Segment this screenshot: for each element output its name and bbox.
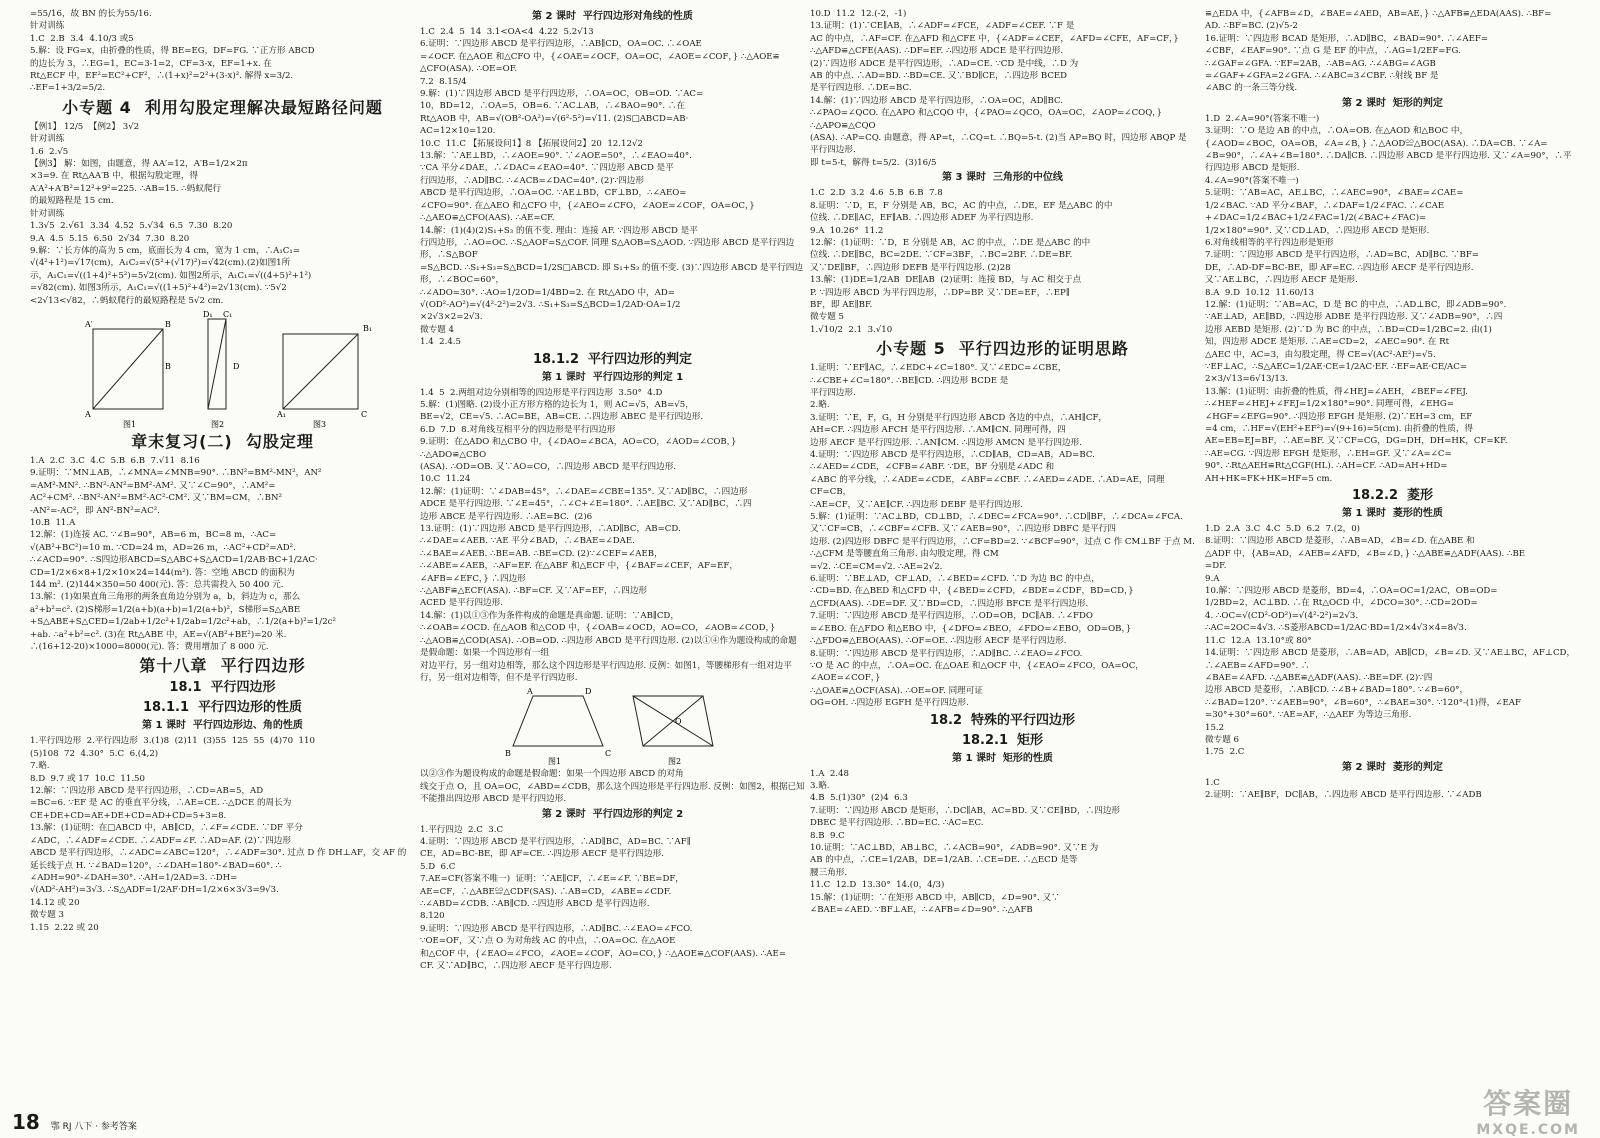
- fig-label: O: [674, 717, 682, 727]
- answer-line: AD. ∴BF=BC. (2)√5-2: [1205, 21, 1298, 32]
- answer-line: 14.解：(1)∵四边形 ABCD 是平行四边形，∴OA=OC，AD∥BC.: [810, 95, 1063, 106]
- answer-line: 15.解：(1)证明：∵在矩形 ABCD 中，AB∥CD，∠D=90°. 又∵: [810, 892, 1060, 903]
- fig1-diagonal: [93, 329, 163, 409]
- answer-line: 腰三角形.: [810, 867, 848, 878]
- answer-line: 1.D 2.∠A=90°(答案不唯一): [1205, 113, 1320, 124]
- answer-line: 1.D 2.A 3.C 4.C 5.D 6.2 7.(2，0): [1205, 524, 1361, 535]
- answer-line: 13.证明：(1)∵四边形 ABCD 是平行四边形，∴AD∥BC，AB=CD.: [420, 524, 681, 535]
- answer-line: 7.证明：∵四边形 ABCD 是平行四边形，∴OD=OB，DC∥AB. ∴∠FDO: [810, 611, 1093, 622]
- fig2-diag2: [643, 696, 703, 746]
- answer-line: 1.3√5 2.√61 3.34 4.52 5.√34 6.5 7.30 8.20: [30, 221, 233, 232]
- answer-line: OG=OH. ∴四边形 EGFH 是平行四边形.: [810, 698, 969, 709]
- answer-line: 1.证明：∵EF∥AC，∴∠EDC+∠C=180°. 又∵∠EDC=∠CBE，: [810, 363, 1067, 374]
- fig-label: 图1: [547, 757, 561, 767]
- answer-line: 3.证明：∵O 是边 AB 的中点，∴OA=OB. 在△AOD 和△BOC 中，: [1205, 126, 1469, 137]
- answer-line: =BC=6. ∵EF 是 AC 的垂直平分线，∴AE=CE. ∴△DCE 的周长为: [30, 798, 292, 809]
- fig-label: A₁: [276, 409, 286, 419]
- answer-line: CE+DE+CD=AE+DE+CD=AD+CD=5+3=8.: [30, 810, 227, 821]
- answer-line: 8.B 9.C: [810, 830, 845, 841]
- answer-line: 16.证明：∵四边形 BCAD 是矩形，∴AD∥BC，∠BAD=90°. ∴∠AEF=: [1205, 33, 1489, 44]
- answer-line: 9.证明：在△ADO 和△CBO 中，{∠DAO=∠BCA，AO=CO，∠AOD=∠COB，} ∴△ADO≌△CBO: [420, 437, 740, 460]
- answer-line: (ASA). ∴AP=CQ. 由题意，得 AP=t，∴CQ=t. ∴BQ=5-t. (2)当 AP=BQ 时，四边形 ABQP 是平行四边形.: [810, 133, 1187, 156]
- answer-line: 对边平行，另一组对边相等，那么这个四边形是平行四边形. 反例：如图1，等腰梯形有一组对边平行，另一组对边相等，但不是平行四边形.: [420, 660, 792, 683]
- answer-line: 4.B 5.(1)30° (2)4 6.3: [810, 793, 908, 804]
- fig-label: 图3: [312, 419, 326, 429]
- answer-line: 13.解：(1)证明：在□ABCD 中，AB∥CD，∴∠F=∠CDE. ∵DF 平分: [30, 823, 303, 834]
- answer-line: 9.解：∵长方体的高为 5 cm，底面长为 4 cm，宽为 1 cm，∴A₁C₁=: [30, 245, 301, 256]
- answer-line: ×2√3×2=2√3.: [420, 312, 483, 323]
- answer-line: 12.解：∵四边形 ABCD 是平行四边形，∴CD=AB=5，AD: [30, 786, 264, 797]
- answer-line: ∠BAE=∠AED. ∵BF⊥AE，∴∠AFB=∠D=90°. ∴△AFB: [810, 905, 1033, 915]
- answer-line: 又∵CF=CB，∴∠CBF=∠CFB. 又∵∠AEB=90°，∴四边形 DBFC 是平行四: [810, 524, 1116, 535]
- answer-line: -AN²=-AC²，即 AN²-BN²=AC².: [30, 505, 160, 516]
- answer-line: 又∵DE∥BF，∴四边形 DEFB 是平行四边形. (2)28: [810, 262, 1011, 273]
- fig-label: C: [604, 749, 611, 759]
- answer-line: 13.解：(1)DE=1/2AB DE∥AB (2)证明：连接 BD，与 AC 相交于点: [810, 275, 1082, 286]
- lesson-heading: 第 1 课时 矩形的性质: [952, 752, 1053, 764]
- fig-label: 图2: [210, 419, 224, 429]
- answer-line: 1.A 2.C 3.C 4.C 5.B 6.B 7.√11 8.16: [30, 455, 200, 466]
- answer-line: (ASA). ∴OD=OB. 又∵AO=CO，∴四边形 ABCD 是平行四边形.: [420, 462, 677, 472]
- answer-line: 8.D 9.7 或 17 10.C 11.50: [30, 773, 145, 784]
- answer-line: (5)108 72 4.30° 5.C 6.(4,2): [30, 748, 159, 759]
- answer-line: ∠BAE=∠AFD. ∴△ABE≌△ADF(AAS). ∴BE=DF. (2)∵四: [1205, 672, 1433, 683]
- subsection-heading: 18.2.2 菱形: [1351, 488, 1434, 504]
- answer-line: √(4²+1²)=√17(cm)，A₁C₂=√(5²+(√17)²)=√42(cm).(2)如图1所: [30, 258, 291, 269]
- answer-line: ∴∠BAE=∠AEB. ∴BE=AB. ∴BE=CD. (2)∵∠CEF=∠AEB，: [420, 548, 663, 559]
- answer-line: Rt△ECF 中，EF²=EC²+CF²，∴(1+x)²=2²+(3-x)². 解得 x=3/2.: [30, 71, 294, 82]
- section-heading: 第十八章 平行四边形: [139, 656, 306, 676]
- answer-line: 10.D 11.2 12.(-2，-1): [810, 9, 907, 19]
- answer-line: 7.AE=CF(答案不唯一) 证明：∵AE∥CF，∴∠E=∠F. ∵BE=DF，: [420, 874, 684, 885]
- answer-line: 示，A₁C₁=√((1+4)²+5²)=5√2(cm). 如图2所示，A₁C₁=√((4+5)²+1²): [30, 270, 312, 281]
- fig3-diagonal: [283, 334, 358, 409]
- page-footer: [12, 1110, 137, 1134]
- answer-line: △ADF 中，{AB=AD，∠AEB=∠AFD，∠B=∠D，} ∴△ABE≌△ADF(AAS). ∴BE: [1205, 548, 1526, 559]
- answer-line: √(AD²-AH²)=3√3. ∴S△ADF=1/2AF·DH=1/2×6×3√3=9√3.: [30, 885, 279, 896]
- answer-line: ∴∠ABE=∠AEB，∴AF=EF. 在△ABF 和△ECF 中，{∠BAF=∠CEF，AF=EF，∠AFB=∠EFC，} ∴四边形: [420, 561, 738, 584]
- fig2-diagonal: [208, 319, 226, 409]
- fig-label: 图2: [667, 757, 681, 767]
- answer-line: AH=CF. ∴四边形 AFCH 是平行四边形. ∴AM∥CN. 同理可得，四: [810, 425, 1066, 436]
- answer-line: 8.证明：∵四边形 ABCD 是菱形，∴AB=AD，∠B=∠D. 在△ABE 和: [1205, 536, 1475, 547]
- answer-line: ∴∠ACD=90°. ∴S四边形ABCD=S△ABC+S△ACD=1/2AB·BC+1/2AC·: [30, 555, 318, 566]
- answer-line: P. ∵四边形 ABCD 为平行四边形，∴DP=BP. 又∵DE=EF，∴EP∥: [810, 287, 1070, 298]
- answer-line: 12.解：(1)证明：∵AB=AC，D 是 BC 的中点，∴AD⊥BC，即∠ADB=90°.: [1205, 299, 1507, 310]
- answer-line: ∠B=90°，∴∠A+∠B=180°. ∴DA∥CB. ∴四边形 ABCD 是平行四边形. 又∵∠A=90°，∴平行四边形 ABCD 是矩形.: [1205, 151, 1572, 174]
- answer-line: ∠ABC 的一条三等分线.: [1205, 83, 1298, 94]
- answer-line: 位线. ∴DE∥BC，BC=2DE. ∵CF=3BF，∴BC=2BF. ∴DE=BF.: [810, 250, 1073, 261]
- answer-line: ABCD 是平行四边形，∴OA=OC. ∵AE⊥BD，CF⊥BD，∴∠AEO=: [420, 188, 687, 199]
- answer-line: AE=EB=EJ=BF，∴AE=BF. 又∵CF=CG，DG=DH，DH=HK，CF=KF.: [1205, 436, 1508, 447]
- watermark-line2: MXQE.COM: [1476, 1122, 1580, 1138]
- answer-line: ∴∠HEF=∠HEJ+∠FEJ=1/2×180°=90°. 同理可得，∠EHG=: [1205, 399, 1454, 410]
- answer-line: 5.解：设 FG=x，由折叠的性质，得 BE=EG，DF=FG. ∵正方形 ABCD: [30, 46, 315, 57]
- answer-line: 即 t=5-t，解得 t=5/2. (3)16/5: [810, 157, 937, 168]
- answer-line: 又∵AE⊥BC，∴四边形 AECF 是矩形.: [1205, 275, 1358, 286]
- answer-line: 10，BD=12，∴OA=5，OB=6. ∵AC⊥AB，∴∠BAO=90°. ∴在: [420, 101, 686, 112]
- answer-line: ∴AE=CF，又∵AE∥CF. ∴四边形 DEBF 是平行四边形.: [810, 499, 1024, 510]
- answer-line: 8.A 9.D 10.12 11.60/13: [1205, 287, 1314, 298]
- fig-label: B: [164, 361, 171, 371]
- answer-line: =∠OCF. 在△AOE 和△CFO 中，{∠OAE=∠OCF，OA=OC，∠AOE=∠COF，} ∴△AOE≌: [420, 51, 780, 62]
- answer-line: 1/2×180°=90°. 又∵CD⊥AD，∴四边形 AECD 是矩形.: [1205, 225, 1430, 236]
- answer-line: 13.解：(1)证明：由折叠的性质，得∠HEJ=∠AEH，∠BEF=∠FEJ.: [1205, 386, 1468, 397]
- answer-line: ∴∠BAD=120°. ∵∠AEB=90°，∠B=60°，∴∠BAE=30°. ∵120°-(1)得，∠EAF: [1205, 697, 1521, 708]
- answer-line: 90°. ∴Rt△AEH≌Rt△CGF(HL). ∴AH=CF. ∴AD=AH+HD=: [1205, 461, 1448, 472]
- answer-line: ∴△OAE≌△OCF(ASA). ∴OE=OF. 同理可证: [810, 685, 983, 696]
- lesson-heading: 第 2 课时 菱形的判定: [1342, 761, 1443, 773]
- column-2: [420, 8, 805, 1108]
- lesson-heading: 第 2 课时 平行四边形的判定 2: [541, 808, 684, 820]
- answer-line: 针对训练: [30, 208, 65, 219]
- answer-line: 6.证明：∵BE⊥AD，CF⊥AD，∴∠BED=∠CFD. ∵D 为边 BC 的中点，: [810, 574, 1100, 585]
- answer-line: CF. 又∵AD∥BC，∴四边形 AECF 是平行四边形.: [420, 961, 612, 971]
- answer-line: ∠HGF=∠EFG=90°. ∴四边形 EFGH 是矩形. (2)∵EH=3 cm，EF: [1205, 411, 1473, 422]
- answer-line: 【例3】 解：如图，由题意，得 AA′=12，A′B=1/2×2π: [30, 159, 248, 170]
- answer-line: 1.C: [1205, 777, 1220, 788]
- answer-line: 边形 AECF 是平行四边形. ∴AN∥CM. ∴四边形 AMCN 是平行四边形.: [810, 437, 1082, 448]
- answer-line: 8.证明：∵四边形 ABCD 是平行四边形，∴AD∥BC. ∴∠EAO=∠FCO.: [810, 648, 1083, 659]
- watermark: [1476, 1082, 1580, 1138]
- answer-line: 1.C 2.D 3.2 4.6 5.B 6.B 7.8: [810, 188, 943, 199]
- answer-line: 9.解：(1)∵四边形 ABCD 是平行四边形，∴OA=OC，OB=OD. ∵AC=: [420, 89, 704, 100]
- answer-line: A′A²+A′B²=12²+9²=225. ∴AB=15. ∴蚂蚁爬行: [30, 183, 222, 194]
- answer-line: 9.A 4.5 5.15 6.50 2√34 7.30 8.20: [30, 233, 190, 244]
- fig-label: A: [84, 409, 91, 419]
- answer-line: ∴CD=BD. 在△BED 和△CFD 中，{∠BED=∠CFD，∠BDE=∠CDF，BD=CD，}: [810, 586, 1134, 597]
- answer-line: ∠ADH=90°-∠DAH=30°. ∴AH=1/2AD=3. ∴DH=: [30, 872, 238, 883]
- answer-line: =30°+30°=60°. ∵AE=AF，∴△AEF 为等边三角形.: [1205, 710, 1412, 721]
- answer-line: 3.略.: [810, 780, 830, 791]
- answer-line: ≌△EDA 中，{∠AFB=∠D，∠BAE=∠AED，AB=AE，} ∴△AFB≌△EDA(AAS). ∴BF=: [1205, 9, 1552, 19]
- answer-line: 144 m². (2)144×350=50 400(元). 答：总共需投入 50 400 元.: [30, 580, 284, 590]
- answer-line: 4. ∴OC=√(CD²-OD²)=√(4²-2²)=2√3.: [1205, 610, 1359, 621]
- answer-line: 1.C 2.4 5 14 3.1<OA<4 4.22 5.2√13: [420, 27, 594, 37]
- cuboid-net-figures: [73, 309, 373, 429]
- answer-line: 【例1】 12/5 【例2】 3√2: [30, 121, 140, 132]
- answer-line: +∠DAC=1/2∠BAC+1/2∠FAC=1/2(∠BAC+∠FAC)=: [1205, 213, 1427, 224]
- answer-line: 1.平行四边 2.C 3.C: [420, 824, 504, 835]
- lesson-heading: 第 2 课时 平行四边形对角线的性质: [532, 11, 693, 22]
- answer-line: 3.证明：∵E，F，G，H 分别是平行四边形 ABCD 各边的中点，∴AH∥CF，: [810, 412, 1108, 423]
- subsection-heading: 18.2.1 矩形: [961, 732, 1044, 748]
- answer-line: AC=12×10=120.: [420, 126, 496, 137]
- answer-line: 8.120: [420, 911, 445, 922]
- answer-line: 7.证明：∵四边形 ABCD 是平行四边形，∴AD=BC，AD∥BC. ∵BF=: [1205, 250, 1480, 261]
- answer-line: 边形 ABCE 是平行四边形. ∴AE=BC. (2)6: [420, 511, 593, 522]
- answer-line: ∠ABC 的平分线，∴∠ADE=∠CDE，∠ABF=∠CBF. ∴∠AED=∠ADE. ∴AD=AE，同理 CF=CB，: [810, 474, 1168, 498]
- answer-line: 延长线于点 H. ∵∠BAD=120°，∴∠DAH=180°-∠BAD=60°. ∴: [30, 860, 282, 871]
- answer-line: CE，AD=BC-BE，即 AF=CE. ∴四边形 AECF 是平行四边形.: [420, 849, 664, 860]
- answer-line: 的边长为 3，∴EG=1，EC=3-1=2，CF=3-x，EF=1+x. 在: [30, 58, 272, 69]
- answer-line: 微专题 5: [810, 312, 844, 323]
- lesson-heading: 第 3 课时 三角形的中位线: [942, 172, 1063, 184]
- answer-line: 知，四边形 ADCE 是矩形. ∴AE=CD=2，∠AEC=90°. 在 Rt: [1205, 337, 1450, 348]
- answer-line: 1.4 2.4.5: [420, 337, 461, 348]
- answer-line: 位线. ∴DE∥AC，EF∥AB. ∴四边形 ADEF 为平行四边形.: [810, 213, 1034, 224]
- answer-line: 1.C 2.B 3.4 4.10/3 或5: [30, 33, 134, 44]
- answer-line: 4.证明：∵四边形 ABCD 是平行四边形，∴CD∥AB，CD=AB，AD=BC.: [810, 450, 1095, 460]
- answer-line: 1.平行四边形 2.平行四边形 3.(1)8 (2)11 (3)55 125 55 (4)70 110: [30, 736, 315, 747]
- answer-line: (2)∵四边形 ADCE 是平行四边形，∴AD=CE. ∵CD 是中线，∴D 为: [810, 58, 1079, 69]
- answer-line: 5.解：(1)证明：∵AC⊥BD，CD⊥BD，∴∠DEC=∠FCA=90°. ∴CD∥BF，∴∠DCA=∠FCA.: [810, 512, 1183, 523]
- answer-line: 1.A 2.48: [810, 768, 850, 779]
- answer-line: 边形 AEBD 是矩形. (2)∵D 为 BC 的中点，∴BD=CD=1/2BC=2. 由(1): [1205, 324, 1492, 335]
- answer-line: 和△COF 中，{∠EAO=∠FCO，∠AOE=∠COF，AO=CO，} ∴△AOE≌△COF(AAS). ∴AE=: [420, 948, 786, 959]
- section-heading: 18.1 平行四边形: [169, 680, 276, 696]
- answer-line: √(OD²-AO²)=√(4²-2²)=2√3. ∴S₁+S₃=S△BCD=1/2AD·OA=1/2: [420, 299, 681, 310]
- answer-line: 7.2 8.15/4: [420, 76, 467, 87]
- fig-label: B₁: [362, 323, 372, 333]
- answer-line: +S△ABE+S△CED=1/2ab+1/2c²+1/2ab=1/2c²+ab，∴1/2(a+b)²=1/2c²: [30, 617, 336, 628]
- answer-line: ∴AE=CG. ∵四边形 EFGH 是矩形，∴EH=GF. 又∵∠A=∠C=: [1205, 448, 1452, 459]
- lesson-heading: 第 1 课时 平行四边形的判定 1: [541, 371, 684, 383]
- book-label: 鄂 RJ 八下 · 参考答案: [50, 1122, 137, 1132]
- answer-line: ∴AC=2OC=4√3. ∴S菱形ABCD=1/2AC·BD=1/2×4√3×4=8√3.: [1205, 623, 1467, 634]
- lesson-heading: 第 2 课时 矩形的判定: [1342, 97, 1443, 109]
- answer-line: 13.解：∵AE⊥BD，∴∠AOE=90°. ∵∠AOE=50°，∴∠EAO=40°.: [420, 151, 692, 162]
- answer-line: AC²+CM². ∴BN²-AN²=BM²-AC²-CM². 又∵BM=CM，∴BN²: [30, 493, 282, 504]
- fig-label: B: [164, 319, 171, 329]
- fig-label: D: [584, 687, 591, 697]
- answer-line: 6.证明：∵四边形 ABCD 是平行四边形，∴AB∥CD，OA=OC. ∴∠OAE: [420, 39, 702, 50]
- column-1: [30, 8, 415, 1108]
- answer-line: AE=CF，∴△ABE≌△CDF(SAS). ∴AB=CD，∠ABE=∠CDF.: [420, 886, 672, 897]
- column-4: [1205, 8, 1580, 1108]
- section-heading: 章末复习(二) 勾股定理: [131, 431, 314, 451]
- answer-line: ∠CFO=90°. 在△AEO 和△CFO 中，{∠AEO=∠CFO，∠AOE=∠COF，OA=OC，} ∴△AEO≌△CFO(AAS). ∴AE=CF.: [420, 200, 758, 224]
- fig-label: A′: [84, 319, 93, 329]
- answer-line: 11.C 12.A 13.10°或 80°: [1205, 635, 1312, 646]
- answer-line: Rt△AOB 中，AB=√(OB²-OA²)=√(6²-5²)=√11. (2)S□ABCD=AB·: [420, 113, 689, 124]
- answer-line: =4 cm，∴HF=√(EH²+EF²)=√(9+16)=5(cm). 由折叠的性质，得: [1205, 424, 1474, 434]
- answer-line: 2×3/√13=6√13/13.: [1205, 374, 1289, 385]
- answer-line: 是平行四边形. ∴DE=BC.: [810, 83, 912, 94]
- section-heading: 小专题 5 平行四边形的证明思路: [876, 339, 1129, 359]
- answer-line: =55/16，故 BN 的长为55/16.: [30, 9, 152, 19]
- answer-line: a²+b²=c². (2)S梯形=1/2(a+b)(a+b)=1/2(a+b)²，S梯形=S△ABE: [30, 604, 301, 615]
- answer-line: 14.证明：∵四边形 ABCD 是菱形，∴AB=AD，AB∥CD，∠B=∠D. 又∵AE⊥BC，AF⊥CD，∴∠AEB=∠AFD=90°. ∴: [1205, 648, 1576, 671]
- answer-line: 1.15 2.22 或 20: [30, 922, 99, 933]
- answer-line: ADCE 是平行四边形. ∵∠E=45°，∴∠C+∠E=180°. ∴AE∥BC. 又∵AD∥BC，∴四: [420, 499, 752, 510]
- page-number: 18: [12, 1110, 40, 1134]
- answer-line: AB 的中点. ∴AD=BD. ∴BD=CE. 又∵BD∥CE，∴四边形 BCED: [810, 71, 1068, 82]
- answer-line: 2.略.: [810, 400, 830, 411]
- answer-line: ABCD 是平行四边形，∴∠ADC=∠ABC=120°，∴∠ADF=30°. 过点 D 作 DH⊥AF，交 AF 的: [30, 848, 407, 859]
- answer-line: 边形 ABCD 是菱形，∴AB∥CD. ∴∠B+∠BAD=180°. ∵∠B=60°，: [1205, 685, 1469, 696]
- answer-line: 12.解：(1)证明：∵D，E 分别是 AB，AC 的中点，∴DE 是△ABC 的中: [810, 237, 1091, 248]
- answer-line: 7.略.: [30, 761, 50, 772]
- answer-line: △CFD(AAS). ∴DE=DF. 又∵BD=CD，∴四边形 BFCE 是平行四边形.: [810, 598, 1089, 609]
- answer-line: 9.A 10.26° 11.2: [810, 225, 884, 236]
- answer-line: 6.对角线相等的平行四边形是矩形: [1205, 237, 1334, 248]
- answer-line: 1.6 2.√5: [30, 146, 69, 157]
- answer-line: 的最短路程是 15 cm.: [30, 196, 114, 207]
- answer-line: =√82(cm). 如图3所示，A₁C₁=√((1+5)²+4²)=2√13(cm). ∵5√2: [30, 283, 287, 294]
- answer-line: =DF.: [1205, 561, 1227, 572]
- answer-line: 平行四边形.: [810, 387, 856, 398]
- answer-line: 行四边形，∴AO=OC. ∴S△AOF=S△COF. 同理 S△AOB=S△AOD. ∵四边形 ABCD 是平行四边形，∴S△BOF: [420, 237, 795, 261]
- lesson-heading: 第 1 课时 菱形的性质: [1342, 508, 1443, 520]
- answer-line: 6.D 7.D 8.对角线互相平分的四边形是平行四边形: [420, 424, 616, 435]
- subsection-heading: 18.1.2 平行四边形的判定: [532, 351, 693, 367]
- fig-label: B: [504, 749, 511, 759]
- watermark-line1: 答案圈: [1483, 1087, 1574, 1120]
- answer-line: ∴△AOB≌△COD(ASA). ∴OB=OD. ∴四边形 ABCD 是平行四边形. (2)以①④作为题设构成的命题是假命题：如果一个四边形有一组: [420, 635, 797, 659]
- fig-label: A: [526, 687, 533, 697]
- answer-line: ∴△ABF≌△ECF(ASA). ∴BF=CF. 又∵AF=EF，∴四边形: [420, 586, 648, 597]
- answer-line: ∵OE=OF，又∵点 O 为对角线 AC 的中点，∴OA=OC. 在△AOE: [420, 936, 676, 947]
- answer-line: ∴△FDO≌△EBO(AAS). ∴OF=OE. ∴四边形 AECF 是平行四边形.: [810, 636, 1067, 647]
- answer-line: ∠CBF，∠EAF=90°. ∵点 G 是 EF 的中点，∴AG=1/2EF=FG.: [1205, 46, 1461, 57]
- answer-line: =∠GAF+∠GFA=2∠GFA. ∴∠ABC=3∠CBF. ∴射线 BF 是: [1205, 71, 1439, 82]
- answer-line: △CFO(ASA). ∴OE=OF.: [420, 64, 518, 75]
- fig-label: D₁: [202, 309, 213, 319]
- answer-line: 以②③作为题设构成的命题是假命题：如果一个四边形 ABCD 的对角: [420, 769, 684, 780]
- answer-line: 10.C 11.24: [420, 474, 471, 485]
- answer-line: ∠ADC，∴∠ADF=∠CDE. ∴∠ADF=∠F. ∴AD=AF. (2)∵四边形: [30, 835, 291, 846]
- answer-line: ∵AE⊥AD，AE∥BD，∴四边形 ADBE 是平行四边形. 又∵∠ADB=90°，∴四: [1205, 312, 1503, 323]
- answer-line: =AM²-MN². ∴BN²-AN²=BM²-AM². 又∵∠C=90°，∴AM²=: [30, 480, 276, 491]
- answer-line: 1.4 5 2.两组对边分别相等的四边形是平行四边形 3.50° 4.D: [420, 387, 663, 398]
- answer-line: ∵CA 平分∠DAE，∴∠DAC=∠EAO=40°. ∵四边形 ABCD 是平: [420, 163, 674, 174]
- answer-line: 线交于点 O，且 OA=OC，∠ABD=∠CDB，那么这个四边形是平行四边形. 反例：如图2，根据已知不能推出四边形 ABCD 是平行四边形.: [420, 781, 805, 805]
- answer-line: AC 的中点，∴AF=CF. 在△AFD 和△CFE 中，{∠ADF=∠CEF，∠AFD=∠CFE，AF=CF，}: [810, 33, 1179, 44]
- answer-line: 14.解：(1)以①③作为条件构成的命题是真命题. 证明：∵AB∥CD，: [420, 610, 679, 621]
- answer-line: ∴(16+12-20)×1000=8000(元). 答：费用增加了 8 000 元.: [30, 642, 269, 653]
- answer-line: ∵O 是 AC 的中点，∴OA=OC. 在△OAE 和△OCF 中，{∠EAO=∠FCO，OA=OC，∠AOE=∠COF，}: [810, 660, 1144, 684]
- answer-line: ∴EF=1+3/2=5/2.: [30, 83, 106, 94]
- answer-line: 13.证明：(1)∵CE∥AB，∴∠ADF=∠FCE，∠ADF=∠CEF. ∵F 是: [810, 21, 1075, 32]
- answer-line: 1.75 2.C: [1205, 747, 1245, 758]
- answer-line: AH+HK=FK+HK=HF=5 cm.: [1205, 473, 1333, 484]
- answer-line: =∠EBO. 在△FDO 和△EBO 中，{∠DFO=∠BEO，∠FDO=∠EBO，OD=OB，}: [810, 623, 1132, 634]
- answer-line: 13.解：(1)如果直角三角形的两条直角边分别为 a，b，斜边为 c，那么: [30, 592, 301, 603]
- answer-line: CD=1/2×6×8+1/2×10×24=144(m²). 答：空地 ABCD 的面积为: [30, 567, 295, 578]
- answer-line: 10.解：∵四边形 ABCD 是菱形，BD=4，∴OA=OC=1/2AC，OB=OD=: [1205, 586, 1498, 597]
- answer-line: ∴∠ADO=30°. ∴AO=1/2OD=1/4BD=2. 在 Rt△ADO 中，AD=: [420, 287, 675, 298]
- answer-line: ∴∠PAO=∠QCO. 在△APO 和△CQO 中，{∠PAO=∠QCO，OA=OC，∠AOP=∠COQ，} ∴△APO≌△CQO: [810, 108, 1165, 131]
- answer-line: ×3=9. 在 Rt△AA′B 中，根据勾股定理，得: [30, 171, 199, 182]
- answer-line: <2√13<√82，∴蚂蚁爬行的最短路程是 5√2 cm.: [30, 295, 224, 306]
- answer-line: 11.C 12.D 13.30° 14.(0，4/3): [810, 880, 945, 891]
- answer-line: 12.解：(1)连接 AC. ∵∠B=90°，AB=6 m，BC=8 m，∴AC=: [30, 530, 277, 541]
- answer-line: 5.解：(1)图略. (2)设小正方形方格的边长为 1，则 AC=√5，AB=√5，: [420, 399, 694, 410]
- answer-line: +ab. ∴a²+b²=c². (3)在 Rt△ABE 中，AE=√(AB²+BE²)=20 米.: [30, 629, 287, 640]
- answer-line: BF，即 AE∥BF.: [810, 299, 873, 310]
- answer-line: DBEC 是平行四边形. ∴BD=EC. ∴AC=EC.: [810, 818, 984, 829]
- answer-line: ∵EF⊥AC，∴S△AEC=1/2AE·CE=1/2AC·EF. ∴EF=AE·CE/AC=: [1205, 361, 1468, 372]
- answer-line: 15.2: [1205, 722, 1225, 733]
- fig-label: C: [360, 409, 367, 419]
- answer-line: ∴∠ABD=∠CDB. ∴AB∥CD. ∴四边形 ABCD 是平行四边形.: [420, 898, 650, 909]
- answer-line: ∴∠DAE=∠AEB. ∵AE 平分∠BAD，∴∠BAE=∠DAE.: [420, 536, 635, 547]
- answer-line: 14.解：(1)(4)(2)S₁+S₃ 的值不变. 理由：连接 AF. ∵四边形 ABCD 是平: [420, 225, 698, 236]
- answer-line: =√2. ∴CE=CM=√2. ∴AE=2√2.: [810, 561, 943, 572]
- answer-line: 14.12 或 20: [30, 897, 80, 908]
- fig-label: 图1: [122, 419, 136, 429]
- counterexample-figures: [493, 686, 733, 766]
- answer-line: ∴△AFD≌△CFE(AAS). ∴DF=EF. ∴四边形 ADCE 是平行四边形.: [810, 46, 1064, 57]
- answer-line: =S△BCD. ∴S₁+S₃=S△BCD=1/2S□ABCD. 即 S₁+S₃ 的值不变. (3)∵四边形 ABCD 是平行四边形，∴∠BOC=60°，: [420, 262, 803, 286]
- lesson-heading: 第 1 课时 平行四边形边、角的性质: [142, 720, 303, 732]
- answer-line: 4.证明：∵四边形 ABCD 是平行四边形，∴AD∥BC，AD=BC. ∵AF∥: [420, 836, 691, 847]
- column-3: [810, 8, 1198, 1108]
- answer-line: 10.C 11.C 【拓展设问1】8 【拓展设问2】20 12.12√2: [420, 138, 643, 149]
- answer-line: 1.√10/2 2.1 3.√10: [810, 324, 893, 335]
- answer-line: 微专题 6: [1205, 734, 1239, 745]
- answer-line: 1/2∠BAC. ∵AD 平分∠BAF，∴∠DAF=1/2∠FAC. ∴∠CAE: [1205, 200, 1445, 211]
- fig1-trapezoid: [513, 696, 603, 746]
- answer-line: {∠AOD=∠BOC，OA=OB，∠A=∠B，} ∴△AOD≌△BOC(ASA). ∴DA=CB. ∵∠A=: [1205, 138, 1548, 149]
- fig-label: D: [232, 361, 239, 371]
- answer-line: ∴∠OAB=∠OCD. 在△AOB 和△COD 中，{∠OAB=∠OCD，AO=CO，∠AOB=∠COD，}: [420, 623, 776, 634]
- answer-line: 5.D 6.C: [420, 861, 456, 872]
- answer-line: 微专题 3: [30, 910, 64, 921]
- answer-line: AB 的中点，∴CE=1/2AB，DE=1/2AB. ∴CE=DE. ∴△ECD 是等: [810, 855, 1078, 866]
- answer-line: 行四边形，∴AD∥BC. ∴∠ACB=∠DAC=40°. (2)∵四边形: [420, 175, 644, 186]
- answer-line: 边形. (2)四边形 DBFC 是平行四边形，∴CF=BD=2. ∵∠BCF=90°，过点 C 作 CM⊥BF 于点 M. ∴△CFM 是等腰直角三角形. 由勾股定理，得 CM: [810, 536, 1198, 560]
- answer-line: △AEC 中，AC=3，由勾股定理，得 CE=√(AC²-AE²)=√5.: [1205, 349, 1436, 360]
- answer-line: 5.证明：∵AB=AC，AE⊥BC，∴∠AEC=90°，∠BAE=∠CAE=: [1205, 188, 1464, 199]
- section-heading: 小专题 4 利用勾股定理解决最短路径问题: [62, 97, 383, 117]
- answer-line: 10.B 11.A: [30, 517, 76, 528]
- section-heading: 18.2 特殊的平行四边形: [929, 712, 1076, 728]
- answer-line: √(AB²+BC²)=10 m. ∵CD=24 m，AD=26 m，∴AC²+CD²=AD².: [30, 542, 296, 553]
- answer-line: 8.证明：∵D，E，F 分别是 AB，BC，AC 的中点，∴DE，EF 是△ABC 的中: [810, 200, 1113, 211]
- answer-line: 12.解：(1)证明：∵∠DAB=45°，∴∠DAE=∠CBE=135°. 又∵AD∥BC，∴四边形: [420, 486, 748, 497]
- answer-line: ∴∠AED=∠CDE，∠CFB=∠ABF. ∵DE，BF 分别是∠ADC 和: [810, 462, 1055, 473]
- answer-line: ∴∠CBE+∠C=180°. ∴BE∥CD. ∴四边形 BCDE 是: [810, 375, 1009, 386]
- answer-line: DE，∴AD-DF=BC-BE，即 AF=EC. ∴四边形 AECF 是平行四边形.: [1205, 262, 1474, 273]
- answer-line: 9.证明：∵四边形 ABCD 是平行四边形，∴AD∥BC. ∴∠EAO=∠FCO.: [420, 923, 693, 934]
- answer-line: 9.证明：∵MN⊥AB，∴∠MNA=∠MNB=90°. ∴BN²=BM²-MN²，AN²: [30, 468, 322, 479]
- answer-line: ∴∠GAF=∠GFA. ∵EF=2AB，∴AB=AG. ∴∠ABG=∠AGB: [1205, 58, 1436, 69]
- answer-line: 微专题 4: [420, 324, 454, 335]
- answer-line: ACED 是平行四边形.: [420, 598, 503, 609]
- subsection-heading: 18.1.1 平行四边形的性质: [142, 700, 303, 716]
- answer-line: 针对训练: [30, 134, 65, 145]
- answer-line: BE=√2，CE=√5. ∴AC=BE，AB=CE. ∴四边形 ABEC 是平行四边形.: [420, 412, 704, 423]
- answer-line: 2.证明：∵AE∥BF，DC∥AB，∴四边形 ABCD 是平行四边形. ∵∠ADB: [1205, 790, 1482, 801]
- answer-line: 4.∠A=90°(答案不唯一): [1205, 175, 1299, 186]
- answer-line: 1/2BD=2，AC⊥BD. ∴在 Rt△OCD 中，∠DCO=30°. ∴CD=2OD=: [1205, 598, 1478, 609]
- answer-line: 10.证明：∵AC⊥BD，AB⊥BC，∴∠ACB=90°，∠ADB=90°. 又∵E 为: [810, 842, 1099, 853]
- answer-line: 针对训练: [30, 21, 65, 32]
- answer-line: 7.证明：∵四边形 ABCD 是矩形，∴DC∥AB，AC=BD. 又∵CE∥BD，∴四边形: [810, 805, 1121, 816]
- fig-label: C₁: [222, 309, 232, 319]
- answer-line: 9.A: [1205, 573, 1220, 584]
